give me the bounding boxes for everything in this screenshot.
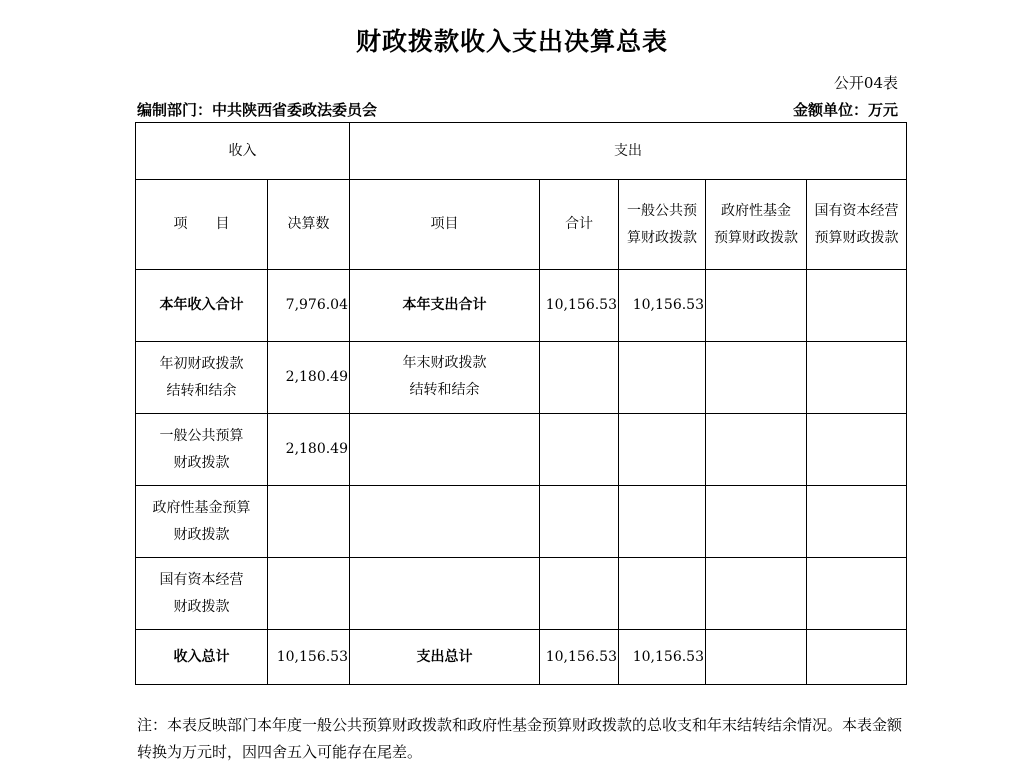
col-header-total: 合计 bbox=[540, 180, 619, 270]
form-number: 公开04表 bbox=[833, 74, 898, 92]
row-fund bbox=[706, 342, 807, 414]
row-state bbox=[807, 486, 907, 558]
row-amount: 2,180.49 bbox=[268, 414, 350, 486]
col-header-expense-item: 项目 bbox=[350, 180, 540, 270]
row-general bbox=[619, 486, 706, 558]
row-general: 10,156.53 bbox=[619, 270, 706, 342]
table-row bbox=[136, 630, 907, 685]
row-expense-label bbox=[350, 414, 540, 486]
row-state bbox=[807, 414, 907, 486]
row-total bbox=[540, 558, 619, 630]
row-amount: 2,180.49 bbox=[268, 342, 350, 414]
budget-summary-table bbox=[135, 122, 907, 685]
col-header-general-budget: 一般公共预 算财政拨款 bbox=[619, 180, 706, 270]
row-fund bbox=[706, 630, 807, 685]
income-group-header: 收入 bbox=[136, 123, 350, 180]
footnote: 注：本表反映部门本年度一般公共预算财政拨款和政府性基金预算财政拨款的总收支和年末结转结余情况。本表金额转换为万元时，因四舍五入可能存在尾差。 bbox=[137, 716, 903, 761]
col-header-state-capital: 国有资本经营 预算财政拨款 bbox=[807, 180, 907, 270]
row-total bbox=[540, 342, 619, 414]
row-state bbox=[807, 558, 907, 630]
row-general bbox=[619, 414, 706, 486]
row-total: 10,156.53 bbox=[540, 270, 619, 342]
row-amount bbox=[268, 558, 350, 630]
row-amount bbox=[268, 486, 350, 558]
row-label: 政府性基金预算 财政拨款 bbox=[136, 486, 268, 558]
row-state bbox=[807, 270, 907, 342]
expense-group-header: 支出 bbox=[350, 123, 907, 180]
row-total bbox=[540, 414, 619, 486]
row-fund bbox=[706, 414, 807, 486]
row-total: 10,156.53 bbox=[540, 630, 619, 685]
row-expense-label bbox=[350, 486, 540, 558]
row-label: 收入总计 bbox=[136, 630, 268, 685]
row-general bbox=[619, 342, 706, 414]
row-label: 年初财政拨款 结转和结余 bbox=[136, 342, 268, 414]
row-amount: 10,156.53 bbox=[268, 630, 350, 685]
col-header-amount: 决算数 bbox=[268, 180, 350, 270]
row-fund bbox=[706, 486, 807, 558]
table-row bbox=[136, 342, 907, 414]
table-row bbox=[136, 414, 907, 486]
row-label: 本年收入合计 bbox=[136, 270, 268, 342]
page-title: 财政拨款收入支出决算总表 bbox=[355, 27, 668, 56]
row-label: 一般公共预算 财政拨款 bbox=[136, 414, 268, 486]
row-label: 国有资本经营 财政拨款 bbox=[136, 558, 268, 630]
row-general bbox=[619, 558, 706, 630]
col-header-fund-budget: 政府性基金 预算财政拨款 bbox=[706, 180, 807, 270]
department-label: 编制部门：中共陕西省委政法委员会 bbox=[137, 101, 378, 119]
row-expense-label: 年末财政拨款 结转和结余 bbox=[350, 342, 540, 414]
row-expense-label: 本年支出合计 bbox=[350, 270, 540, 342]
table-row bbox=[136, 270, 907, 342]
row-fund bbox=[706, 558, 807, 630]
column-header-row bbox=[136, 180, 907, 270]
row-expense-label bbox=[350, 558, 540, 630]
table-row bbox=[136, 558, 907, 630]
amount-unit-label: 金额单位：万元 bbox=[792, 101, 898, 119]
row-total bbox=[540, 486, 619, 558]
table-row bbox=[136, 486, 907, 558]
row-state bbox=[807, 342, 907, 414]
row-expense-label: 支出总计 bbox=[350, 630, 540, 685]
row-fund bbox=[706, 270, 807, 342]
group-header-row bbox=[136, 123, 907, 180]
row-state bbox=[807, 630, 907, 685]
col-header-item: 项 目 bbox=[136, 180, 268, 270]
row-general: 10,156.53 bbox=[619, 630, 706, 685]
row-amount: 7,976.04 bbox=[268, 270, 350, 342]
